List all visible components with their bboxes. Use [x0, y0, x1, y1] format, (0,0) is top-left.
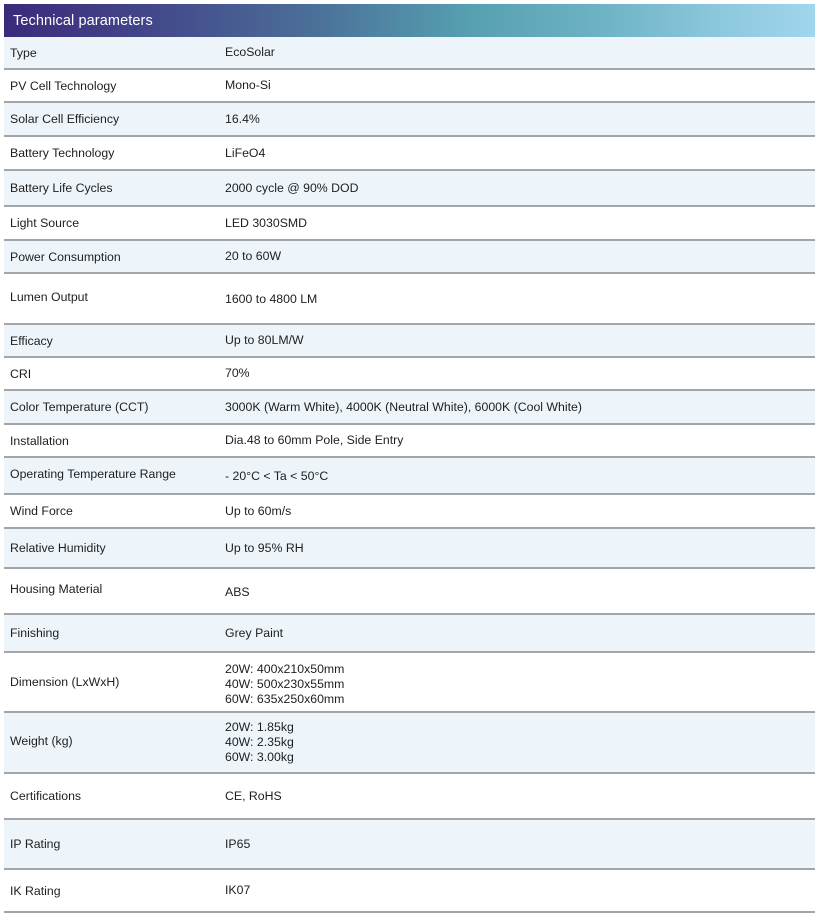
table-row	[4, 274, 815, 325]
parameter-value-line: Up to 80LM/W	[225, 333, 304, 347]
table-row	[4, 103, 815, 137]
parameter-label: Dimension (LxWxH)	[10, 675, 120, 689]
parameter-label: Installation	[10, 433, 69, 448]
table-row	[4, 425, 815, 458]
parameter-value-line: - 20°C < Ta < 50°C	[225, 469, 329, 483]
parameter-label: IK Rating	[10, 883, 61, 898]
table-row	[4, 171, 815, 207]
parameter-value-line: 40W: 2.35kg	[225, 735, 294, 749]
parameter-value	[225, 433, 815, 448]
parameter-value	[225, 112, 815, 127]
parameter-value-line: IP65	[225, 836, 251, 851]
parameter-value-line: LiFeO4	[225, 145, 266, 160]
parameter-value-line: 2000 cycle @ 90% DOD	[225, 180, 359, 195]
parameter-value	[225, 146, 815, 161]
parameter-value-line: IK07	[225, 883, 251, 897]
parameter-label: Power Consumption	[10, 249, 121, 264]
parameter-value	[225, 249, 815, 264]
parameter-value	[225, 366, 815, 381]
parameter-value	[225, 585, 815, 600]
parameter-value-line: 20W: 1.85kg	[225, 720, 294, 734]
parameter-label: Battery Technology	[10, 146, 115, 160]
table-row	[4, 207, 815, 241]
parameter-value-line: 1600 to 4800 LM	[225, 292, 318, 306]
parameter-value	[225, 333, 815, 348]
parameter-label: IP Rating	[10, 837, 61, 851]
parameter-value-line: 20 to 60W	[225, 249, 282, 263]
parameter-label: Weight (kg)	[10, 733, 73, 748]
parameter-label: Lumen Output	[10, 289, 88, 304]
parameter-label: Relative Humidity	[10, 541, 106, 555]
parameter-label: Light Source	[10, 216, 80, 230]
technical-parameters-table	[4, 4, 815, 913]
table-row	[4, 870, 815, 913]
parameter-value-line: 3000K (Warm White), 4000K (Neutral White), 6000K (Cool White)	[225, 399, 582, 414]
parameter-value	[225, 626, 815, 641]
table-row	[4, 37, 815, 70]
table-row	[4, 358, 815, 391]
parameter-value	[225, 292, 815, 307]
parameter-label: Finishing	[10, 626, 60, 640]
parameter-value	[225, 504, 815, 519]
table-row	[4, 713, 815, 774]
parameter-value	[225, 181, 815, 196]
table-row	[4, 458, 815, 495]
parameter-value-line: 40W: 500x230x55mm	[225, 676, 345, 691]
parameter-value	[225, 837, 815, 852]
parameter-value-line: 70%	[225, 366, 250, 380]
parameter-value-line: Up to 95% RH	[225, 540, 304, 555]
parameter-value-line: Up to 60m/s	[225, 503, 292, 518]
parameter-label: Solar Cell Efficiency	[10, 112, 120, 126]
table-row	[4, 241, 815, 274]
parameter-label: Certifications	[10, 789, 82, 803]
parameter-value-line: EcoSolar	[225, 45, 275, 59]
parameter-label: Operating Temperature Range	[10, 466, 176, 481]
parameter-value	[225, 789, 815, 804]
parameter-value	[225, 720, 815, 765]
table-title: Technical parameters	[13, 12, 153, 29]
parameter-label: PV Cell Technology	[10, 78, 117, 93]
table-row	[4, 615, 815, 653]
table-row	[4, 137, 815, 171]
table-row	[4, 529, 815, 569]
parameter-label: Battery Life Cycles	[10, 181, 113, 195]
table-row	[4, 820, 815, 870]
parameter-value	[225, 400, 815, 415]
parameter-label: Type	[10, 45, 37, 60]
parameter-value-line: 16.4%	[225, 111, 260, 126]
table-header	[4, 4, 815, 37]
parameter-value	[225, 541, 815, 556]
table-row	[4, 495, 815, 529]
parameter-value-line: Dia.48 to 60mm Pole, Side Entry	[225, 433, 404, 447]
table-row	[4, 569, 815, 615]
parameter-value-line: CE, RoHS	[225, 788, 282, 803]
table-row	[4, 391, 815, 425]
parameter-value	[225, 469, 815, 484]
parameter-label: Efficacy	[10, 333, 53, 348]
parameter-label: Color Temperature (CCT)	[10, 400, 149, 414]
parameter-label: CRI	[10, 366, 32, 381]
table-row	[4, 70, 815, 103]
parameter-value-line: 20W: 400x210x50mm	[225, 661, 345, 676]
table-row	[4, 325, 815, 358]
parameter-value	[225, 216, 815, 231]
parameter-value	[225, 883, 815, 898]
parameter-label: Wind Force	[10, 504, 73, 518]
parameter-value-line: LED 3030SMD	[225, 215, 308, 230]
table-body	[4, 37, 815, 913]
parameter-value-line: Grey Paint	[225, 625, 284, 640]
parameter-value-line: 60W: 635x250x60mm	[225, 691, 345, 706]
parameter-label: Housing Material	[10, 582, 103, 596]
parameter-value	[225, 662, 815, 707]
parameter-value-line: Mono-Si	[225, 78, 271, 92]
parameter-value-line: ABS	[225, 584, 250, 599]
parameter-value-line: 60W: 3.00kg	[225, 750, 294, 764]
table-row	[4, 653, 815, 713]
table-row	[4, 774, 815, 820]
parameter-value	[225, 45, 815, 60]
parameter-value	[225, 78, 815, 93]
